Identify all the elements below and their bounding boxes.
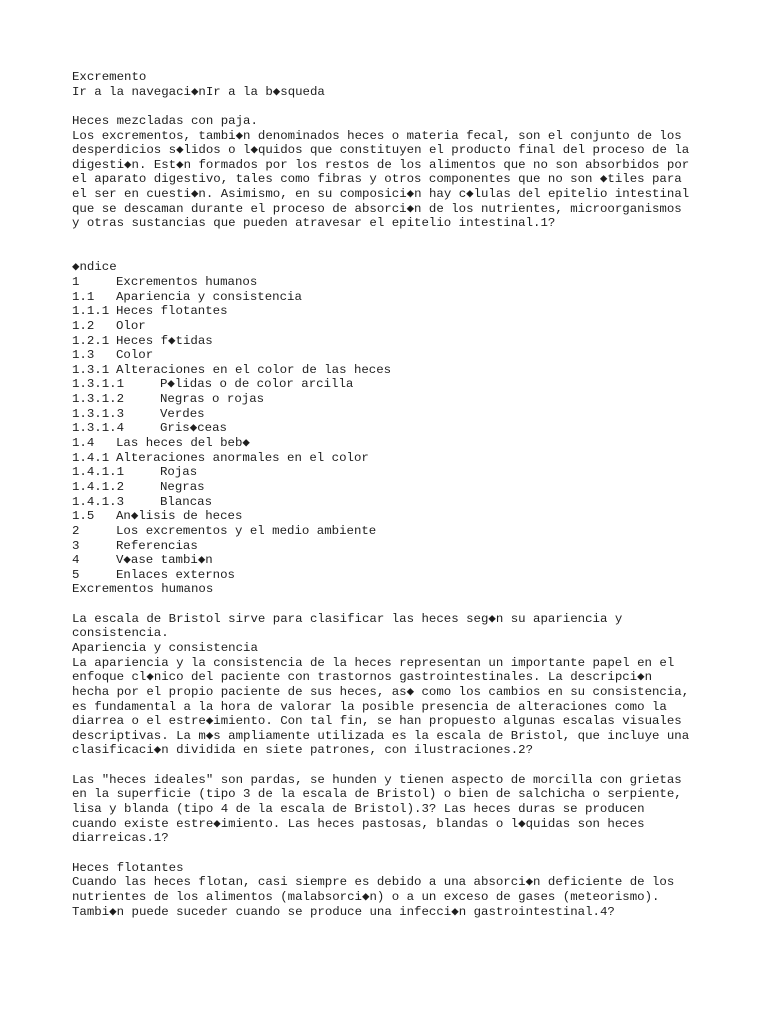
toc-item-number: 3 xyxy=(72,538,80,553)
toc-item-label[interactable]: P◆lidas o de color arcilla xyxy=(160,377,354,392)
toc-item[interactable] xyxy=(72,304,712,319)
section-heading-excrementos-humanos: Excrementos humanos xyxy=(72,582,214,597)
section-heading-heces-flotantes: Heces flotantes xyxy=(72,860,184,875)
toc-item-label[interactable]: Negras xyxy=(160,479,205,494)
toc-item-number: 2 xyxy=(72,523,80,538)
toc-item-number: 1.3.1.2 xyxy=(72,392,125,407)
toc-item[interactable] xyxy=(72,348,712,363)
text-line: consistencia. xyxy=(72,626,169,641)
toc-item[interactable] xyxy=(72,465,712,480)
toc-item[interactable] xyxy=(72,377,712,392)
toc-item[interactable] xyxy=(72,495,712,510)
intro-paragraph xyxy=(72,129,712,231)
toc-item-label[interactable]: Olor xyxy=(116,318,146,333)
text-line: en la superficie (tipo 3 de la escala de Bristol) o bien de salchicha o serpiente, xyxy=(72,787,682,802)
text-line: diarreicas.1? xyxy=(72,831,169,846)
text-line: Los excrementos, tambi◆n denominados heces o materia fecal, son el conjunto de los xyxy=(72,128,682,143)
toc-item-number: 1.3.1.1 xyxy=(72,377,125,392)
toc-item[interactable] xyxy=(72,319,712,334)
page-title: Excremento xyxy=(72,70,147,84)
toc-item-label[interactable]: Alteraciones en el color de las heces xyxy=(116,362,392,377)
toc-item-number: 1.4.1 xyxy=(72,450,110,465)
toc-heading: ◆ndice xyxy=(72,260,117,275)
toc-item-number: 1.1.1 xyxy=(72,304,110,319)
toc-item[interactable] xyxy=(72,290,712,305)
skip-to-navigation-link[interactable]: Ir a la navegaci◆n xyxy=(72,84,206,99)
toc-item-number: 1.4.1.3 xyxy=(72,494,125,509)
toc-item[interactable] xyxy=(72,539,712,554)
toc-item[interactable] xyxy=(72,436,712,451)
toc-item-label[interactable]: Verdes xyxy=(160,406,205,421)
toc-item-label[interactable]: Apariencia y consistencia xyxy=(116,289,302,304)
toc-item-number: 1 xyxy=(72,274,80,289)
toc-item-label[interactable]: Gris◆ceas xyxy=(160,421,227,436)
text-line: desperdicios s◆lidos o l◆quidos que constituyen el producto final del proceso de la xyxy=(72,143,690,158)
text-line: La escala de Bristol sirve para clasificar las heces seg◆n su apariencia y xyxy=(72,611,623,626)
bristol-caption xyxy=(72,612,712,641)
text-line: lisa y blanda (tipo 4 de la escala de Bristol).3? Las heces duras se producen xyxy=(72,802,645,817)
toc-item-number: 5 xyxy=(72,567,80,582)
text-line: enfoque cl◆nico del paciente con trastornos gastrointestinales. La descripci◆n xyxy=(72,670,653,685)
toc-item-number: 1.4.1.1 xyxy=(72,465,125,480)
toc-item-label[interactable]: Enlaces externos xyxy=(116,567,235,582)
toc-item[interactable] xyxy=(72,334,712,349)
text-line: Cuando las heces flotan, casi siempre es debido a una absorci◆n deficiente de los xyxy=(72,875,675,890)
toc-item-number: 1.2.1 xyxy=(72,333,110,348)
text-line: descriptivas. La m◆s ampliamente utilizada es la escala de Bristol, que incluye una xyxy=(72,728,690,743)
toc-item-label[interactable]: Color xyxy=(116,348,154,363)
toc-item[interactable] xyxy=(72,509,712,524)
text-line: nutrientes de los alimentos (malabsorci◆n) o a un exceso de gases (meteorismo). xyxy=(72,889,660,904)
toc-item-number: 1.1 xyxy=(72,289,95,304)
toc-item-label[interactable]: Alteraciones anormales en el color xyxy=(116,450,369,465)
toc-item-number: 1.4.1.2 xyxy=(72,479,125,494)
text-line: Las "heces ideales" son pardas, se hunden y tienen aspecto de morcilla con grietas xyxy=(72,772,682,787)
image-caption: Heces mezcladas con paja. xyxy=(72,113,258,128)
flotantes-paragraph xyxy=(72,875,712,919)
toc-item-label[interactable]: Referencias xyxy=(116,538,198,553)
toc-item-number: 4 xyxy=(72,553,80,568)
toc-item-label[interactable]: An◆lisis de heces xyxy=(116,509,243,524)
table-of-contents xyxy=(72,275,712,582)
text-line: el ser en cuesti◆n. Asimismo, en su composici◆n hay c◆lulas del epitelio intestinal xyxy=(72,187,690,202)
toc-item-label[interactable]: Negras o rojas xyxy=(160,392,265,407)
toc-item-label[interactable]: V◆ase tambi◆n xyxy=(116,553,213,568)
toc-item-number: 1.3 xyxy=(72,348,95,363)
toc-item-number: 1.3.1 xyxy=(72,362,110,377)
toc-item[interactable] xyxy=(72,480,712,495)
text-line: La apariencia y la consistencia de la heces representan un importante papel en el xyxy=(72,655,675,670)
toc-item-label[interactable]: Heces f◆tidas xyxy=(116,333,213,348)
toc-item[interactable] xyxy=(72,275,712,290)
toc-item-label[interactable]: Rojas xyxy=(160,465,198,480)
text-line: clasificaci◆n dividida en siete patrones, con ilustraciones.2? xyxy=(72,743,534,758)
toc-item[interactable] xyxy=(72,524,712,539)
toc-item-label[interactable]: Blancas xyxy=(160,494,213,509)
text-line: y otras sustancias que pueden atravesar el epitelio intestinal.1? xyxy=(72,216,556,231)
toc-item-label[interactable]: Las heces del beb◆ xyxy=(116,436,250,451)
apariencia-paragraph-1 xyxy=(72,656,712,758)
toc-item-label[interactable]: Los excrementos y el medio ambiente xyxy=(116,523,377,538)
text-line: que se descaman durante el proceso de absorci◆n de los nutrientes, microorganismos xyxy=(72,201,682,216)
toc-item[interactable] xyxy=(72,421,712,436)
toc-item-number: 1.4 xyxy=(72,436,95,451)
text-line: es fundamental a la hora de valorar la posible presencia de alteraciones como la xyxy=(72,699,667,714)
toc-item[interactable] xyxy=(72,553,712,568)
toc-item-number: 1.3.1.3 xyxy=(72,406,125,421)
skip-to-search-link[interactable]: Ir a la b◆squeda xyxy=(205,84,325,99)
toc-item[interactable] xyxy=(72,363,712,378)
toc-item-label[interactable]: Excrementos humanos xyxy=(116,274,258,289)
section-heading-apariencia: Apariencia y consistencia xyxy=(72,640,258,655)
text-line: cuando existe estre◆imiento. Las heces pastosas, blandas o l◆quidas son heces xyxy=(72,816,645,831)
toc-item[interactable] xyxy=(72,407,712,422)
text-line: hecha por el propio paciente de sus heces, as◆ como los cambios en su consistencia, xyxy=(72,684,690,699)
text-line: digesti◆n. Est◆n formados por los restos de los alimentos que no son absorbidos por xyxy=(72,157,690,172)
text-line: diarrea o el estre◆imiento. Con tal fin, se han propuesto algunas escalas visuales xyxy=(72,714,682,729)
skip-links xyxy=(72,85,712,100)
apariencia-paragraph-2 xyxy=(72,773,712,846)
toc-item-label[interactable]: Heces flotantes xyxy=(116,304,228,319)
toc-item[interactable] xyxy=(72,568,712,583)
toc-item[interactable] xyxy=(72,392,712,407)
document-page xyxy=(72,70,712,919)
toc-item-number: 1.3.1.4 xyxy=(72,421,125,436)
toc-item-number: 1.5 xyxy=(72,509,95,524)
toc-item[interactable] xyxy=(72,451,712,466)
text-line: Tambi◆n puede suceder cuando se produce una infecci◆n gastrointestinal.4? xyxy=(72,904,615,919)
toc-item-number: 1.2 xyxy=(72,318,95,333)
text-line: el aparato digestivo, tales como fibras y otros componentes que no son ◆tiles para xyxy=(72,172,682,187)
